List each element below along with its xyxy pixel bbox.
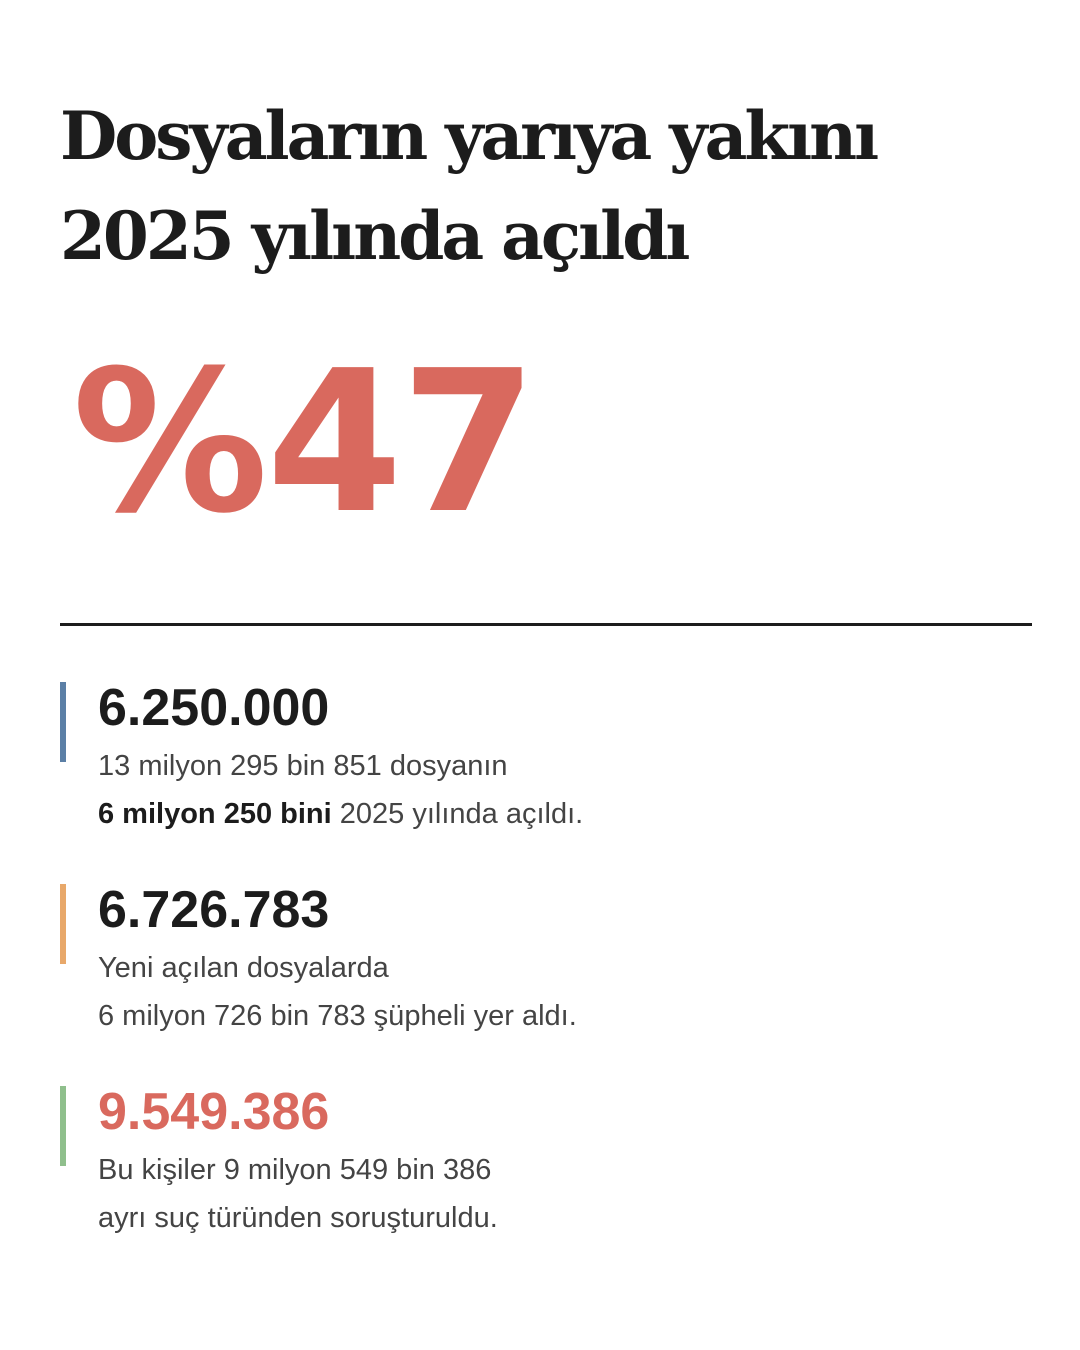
- stat-description-line-2: [98, 796, 583, 832]
- stat-description-line-1: Bu kişiler 9 milyon 549 bin 386: [98, 1154, 492, 1186]
- stat-accent-bar: [60, 1086, 66, 1166]
- stat-description-line-1: Yeni açılan dosyalarda: [98, 952, 389, 984]
- stat-description-line-1: 13 milyon 295 bin 851 dosyanın: [98, 750, 508, 782]
- title-line-1: Dosyaların yarıya yakını: [60, 97, 877, 175]
- stat-description-line-2: ayrı suç türünden soruşturuldu.: [98, 1202, 498, 1234]
- stat-number: 6.726.783: [98, 881, 330, 939]
- stat-emphasis: 6 milyon 250 bini: [98, 798, 332, 830]
- page-title: [60, 86, 1020, 286]
- stat-accent-bar: [60, 884, 66, 964]
- stat-description-line-2: 6 milyon 726 bin 783 şüpheli yer aldı.: [98, 1000, 577, 1032]
- section-divider: [60, 623, 1032, 626]
- stat-description-rest: 2025 yılında açıldı.: [331, 798, 584, 830]
- stat-number: 9.549.386: [98, 1083, 330, 1141]
- title-line-2: 2025 yılında açıldı: [60, 197, 688, 275]
- stat-accent-bar: [60, 682, 66, 762]
- stat-number: 6.250.000: [98, 679, 330, 737]
- headline-percentage: %47: [72, 329, 536, 557]
